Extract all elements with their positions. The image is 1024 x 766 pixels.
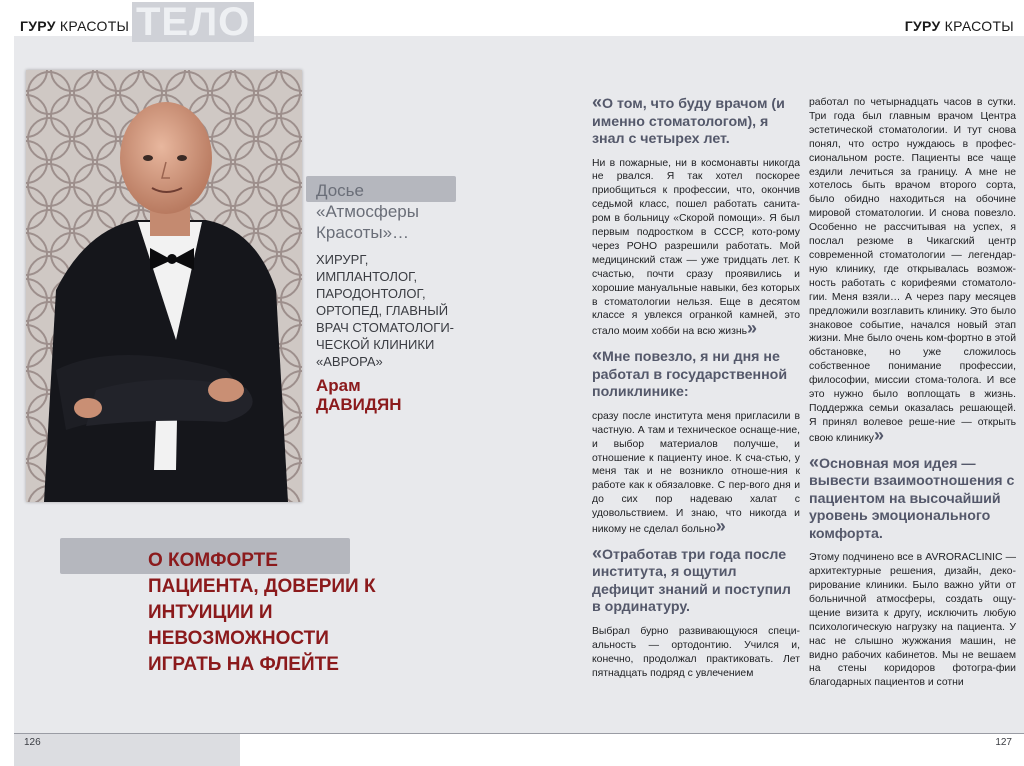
doctor-name (316, 376, 466, 414)
magazine-header-left (20, 18, 129, 34)
bottom-grey-block (14, 733, 240, 766)
pull-quote-text: Мне повезло, я ни дня не работал в государственной поликлинике: (592, 349, 788, 401)
pull-quote (592, 542, 800, 617)
bottom-rule (14, 733, 1024, 734)
article-column-2 (809, 96, 1016, 700)
paragraph-text: работал по четырнадцать часов в сутки. Три года был главным врачом Центра эстетической стоматологии. И тут снова понял, что остро нуждаюсь в профес-сиональном росте. Пациенты все чаще ездили лечиться за границу. А мне не хотелось быть врачом второго сорта, было обидно находиться на обочине мировой стоматологии. И снова повезло. Особенно не рассчитывая на успех, я послал резюме в Чикагский центр современной стоматологии — легендар-ную клинику, где открывалась возмож-ность работать с корифеями стоматоло-гии. Меня взяли… А через пару месяцев предложили возглавить клинику. Это было знаковое событие, начался новый этап жизни. Мне было очень ком-фортно в этой обстановке, но уже сложилось собственное понимание профессии, философии, миссии стома-толога. И все это нужно было воплощать в жизнь. Поддержка семьи оказалась решающей. Я принял волевое реше-ние — открыть свою клинику (809, 97, 1016, 444)
pull-quote (592, 345, 800, 402)
page-number-right: 127 (995, 737, 1012, 748)
left-margin (0, 0, 14, 766)
quote-close-mark: » (715, 516, 726, 537)
brand-bold: ГУРУ (20, 18, 56, 34)
dossier-roles: ХИРУРГ, ИМПЛАНТОЛОГ, ПАРОДОНТОЛОГ, ОРТОПЕД, ГЛАВНЫЙ ВРАЧ СТОМАТОЛОГИ-ЧЕСКОЙ КЛИНИКИ «АВРОРА» (316, 252, 454, 369)
paragraph (592, 157, 800, 340)
paragraph-text: Выбрал бурно развивающуюся специ-альность — ортодонтию. Учился и, конечно, продолжал практиковать. Лет пятнадцать подряд с увлечением (592, 625, 800, 679)
section-label: ТЕЛО (132, 2, 254, 42)
dossier-block (316, 180, 466, 414)
quote-close-mark: » (747, 318, 758, 339)
paragraph (809, 96, 1016, 446)
article-column-1 (592, 92, 800, 691)
quote-open-mark: « (809, 451, 820, 472)
brand-text: КРАСОТЫ (59, 18, 130, 34)
pull-quote (592, 92, 800, 149)
doctor-portrait (26, 70, 302, 502)
pull-quote-text: Основная моя идея — вывести взаимоотношения с пациентом на высочайший уровень эмоционального комфорта. (809, 455, 1015, 542)
pull-quote (809, 451, 1016, 544)
article-headline: О КОМФОРТЕ ПАЦИЕНТА, ДОВЕРИИ К ИНТУИЦИИ И НЕВОЗМОЖНОСТИ ИГРАТЬ НА ФЛЕЙТЕ (148, 550, 376, 675)
quote-open-mark: « (592, 345, 603, 366)
quote-close-mark: » (874, 424, 885, 445)
paragraph-text: сразу после института меня пригласили в частную. А там и техническое оснаще-ние, и выбор материалов получше, и отношение к пациенту иное. К сча-стью, у меня так и не возникло отноше-ния к работе как к обязаловке. С пер-вого дня и до сих пор надеваю халат с удовольствием. И знаю, что никогда и никому не сделал больно (592, 410, 800, 536)
quote-open-mark: « (592, 542, 603, 563)
doctor-first-name: Арам (316, 376, 361, 395)
paragraph (809, 551, 1016, 690)
quote-open-mark: « (592, 92, 603, 112)
dossier-title: Досье «Атмосферы Красоты»… (316, 181, 419, 242)
doctor-last-name: ДАВИДЯН (316, 395, 402, 414)
paragraph (592, 625, 800, 681)
pull-quote-text: О том, что буду врачом (и именно стоматологом), я знал с четырех лет. (592, 96, 785, 147)
brand-bold: ГУРУ (904, 18, 941, 34)
magazine-header-right (905, 18, 1014, 34)
paragraph (592, 410, 800, 537)
paragraph-text: Ни в пожарные, ни в космонавты никогда не рвался. Я так хотел поскорее приобщиться к профессии, что, окончив седьмой класс, пошел работать санита-ром в больницу «Скорой помощи». Я был первым подростком в СССР, кото-рому через РОНО разрешили работать. Мой медицинский стаж — уже тридцать лет. К счастью, почти сразу проявились и хорошие мануальные навыки, без которых в стоматологии нельзя. Еще в десятом классе я увлекся огранкой камней, это стало моим хобби на всю жизнь (592, 157, 800, 338)
pull-quote-text: Отработав три года после института, я ощутил дефицит знаний и поступил в ординатуру. (592, 546, 791, 616)
paragraph-text: Этому подчинено все в AVRORACLINIC — архитектурные решения, дизайн, деко-рирование клиники. Было важно уйти от больничной атмосферы, создать ощу-щение визита к другу, исключить любую психологическую нагрузку на пациента. У нас не слышно жужжания машин, не видно рабочих кабинетов. Мы не вешаем на стены коридоров фотогра-фии благодарных пациентов и сотни (809, 552, 1016, 689)
brand-text: КРАСОТЫ (944, 18, 1014, 34)
page-number-left: 126 (24, 737, 41, 748)
